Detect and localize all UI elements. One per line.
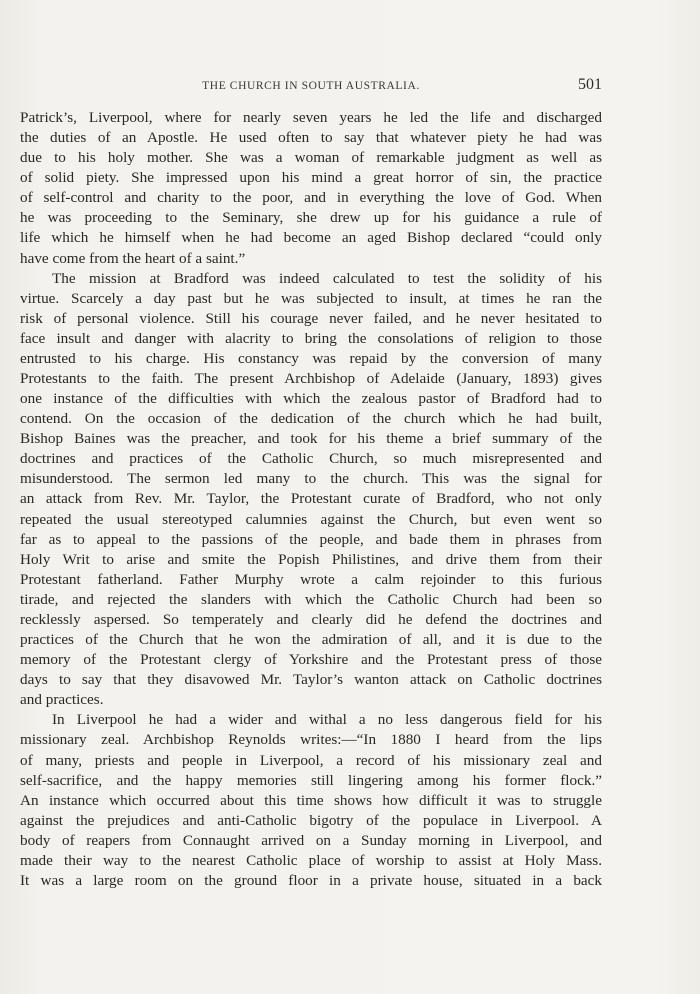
text-line: of solid piety. She impressed upon his mind a great horror of sin, the practice [20,169,602,187]
text-line: practices of the Church that he won the admiration of all, and it is due to the [20,631,602,649]
text-line: Holy Writ to arise and smite the Popish Philistines, and drive them from their [20,550,602,568]
text-line: memory of the Protestant clergy of Yorkshire and the Protestant press of those [20,651,602,669]
text-line: Protestants to the faith. The present Archbishop of Adelaide (January, 1893) gives [20,370,602,388]
text-line: and practices. [20,691,104,709]
text-line: tirade, and rejected the slanders with which the Catholic Church had been so [20,590,602,608]
text-line: entrusted to his charge. His constancy was repaid by the conversion of many [20,349,602,367]
text-line: missionary zeal. Archbishop Reynolds writes:—“In 1880 I heard from the lips [20,731,602,749]
text-line: risk of personal violence. Still his courage never failed, and he never hesitated to [20,309,602,327]
text-line: contend. On the occasion of the dedication of the church which he had built, [20,410,602,428]
text-line: days to say that they disavowed Mr. Taylor’s wanton attack on Catholic doctrines [20,671,602,689]
text-line: In Liverpool he had a wider and withal a no less dangerous field for his [52,711,602,729]
text-line: made their way to the nearest Catholic place of worship to assist at Holy Mass. [20,851,602,869]
text-line: Patrick’s, Liverpool, where for nearly seven years he led the life and discharged [20,109,602,126]
text-line: one instance of the difficulties with which the zealous pastor of Bradford had to [20,390,602,408]
text-line: Protestant fatherland. Father Murphy wrote a calm rejoinder to this furious [20,570,602,588]
text-line: due to his holy mother. She was a woman of remarkable judgment as well as [20,149,602,167]
text-line: It was a large room on the ground floor in a private house, situated in a back [20,871,602,889]
text-line: far as to appeal to the passions of the people, and bade them in phrases from [20,530,602,548]
text-line: The mission at Bradford was indeed calculated to test the solidity of his [52,269,602,287]
text-line: misunderstood. The sermon led many to the church. This was the signal for [20,470,602,488]
text-line: An instance which occurred about this time shows how difficult it was to struggle [20,791,602,809]
text-line: the duties of an Apostle. He used often to say that whatever piety he had was [20,129,602,147]
text-line: he was proceeding to the Seminary, she drew up for his guidance a rule of [20,209,602,227]
text-line: face insult and danger with alacrity to bring the consolations of religion to those [20,329,602,347]
text-line: repeated the usual stereotyped calumnies against the Church, but even went so [20,510,602,528]
page-number: 501 [578,76,602,93]
text-line: life which he himself when he had become an aged Bishop declared “could only [20,229,602,247]
text-line: doctrines and practices of the Catholic Church, so much misrepresented and [20,450,602,468]
running-head [20,76,602,98]
running-title: THE CHURCH IN SOUTH AUSTRALIA. [202,80,420,92]
body-text [20,108,602,891]
text-line: body of reapers from Connaught arrived on a Sunday morning in Liverpool, and [20,831,602,849]
text-line: Bishop Baines was the preacher, and took for his theme a brief summary of the [20,430,602,448]
text-line: self-sacrifice, and the happy memories still lingering among his former flock.” [20,771,602,789]
text-line: of self-control and charity to the poor, and in everything the love of God. When [20,189,602,207]
text-line: recklessly aspersed. So temperately and clearly did he defend the doctrines and [20,610,602,628]
text-line: have come from the heart of a saint.” [20,249,246,267]
text-line: of many, priests and people in Liverpool, a record of his missionary zeal and [20,751,602,769]
text-line: an attack from Rev. Mr. Taylor, the Protestant curate of Bradford, who not only [20,490,602,508]
text-line: against the prejudices and anti-Catholic bigotry of the populace in Liverpool. A [20,811,602,829]
text-line: virtue. Scarcely a day past but he was subjected to insult, at times he ran the [20,289,602,307]
